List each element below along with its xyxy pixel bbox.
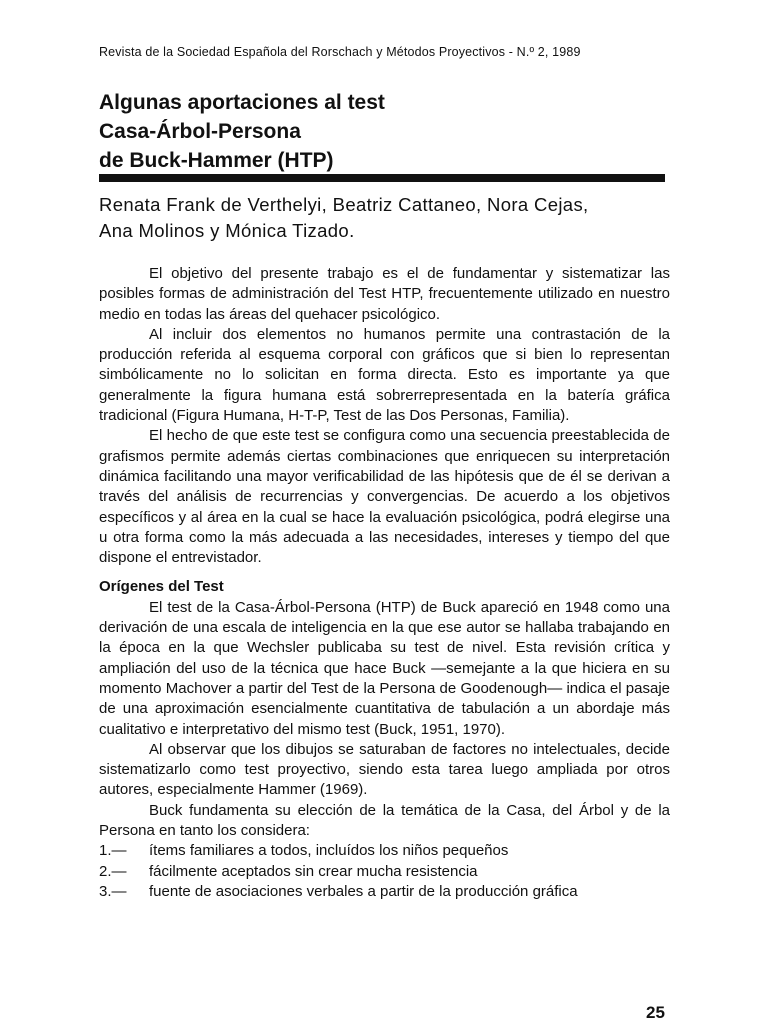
list-number: 3.— bbox=[99, 882, 127, 900]
body-paragraph: El test de la Casa-Árbol-Persona (HTP) de Buck apareció en 1948 como una derivación de una escala de inteligencia en la que ese autor se hallaba trabajando en la época en la que Wechsler publicaba su test de nivel. Esta revisión crítica y ampliación del uso de la técnica que hace Buck —semejante a la que hiciera en su momento Machover a partir del Test de la Persona de Goodenough— indica el pasaje de una aproximación esencialmente cuantitativa de tabulación a un abordaje más cualitativo e interpretativo del mismo test (Buck, 1951, 1970). bbox=[99, 598, 670, 738]
title-rule bbox=[99, 174, 665, 182]
author-line: Renata Frank de Verthelyi, Beatriz Cattaneo, Nora Cejas, bbox=[99, 194, 589, 215]
body-paragraph: Al incluir dos elementos no humanos permite una contrastación de la producción referida al esquema corporal con gráficos que si bien lo representan simbólicamente no lo solicitan en forma directa. Esto es importante ya que generalmente la figura humana está sobrerrepresentada en la batería gráfica tradicional (Figura Humana, H-T-P, Test de las Dos Personas, Familia). bbox=[99, 325, 670, 425]
journal-header: Revista de la Sociedad Española del Rorschach y Métodos Proyectivos - N.º 2, 1989 bbox=[99, 45, 581, 59]
list-text: ítems familiares a todos, incluídos los niños pequeños bbox=[149, 842, 509, 860]
list-number: 1.— bbox=[99, 842, 127, 860]
list-number: 2.— bbox=[99, 862, 127, 880]
title-line: Algunas aportaciones al test bbox=[99, 91, 385, 114]
author-list bbox=[99, 192, 669, 244]
list-item bbox=[99, 841, 670, 861]
title-line: Casa-Árbol-Persona bbox=[99, 120, 301, 143]
body-paragraph: Al observar que los dibujos se saturaban de factores no intelectuales, decide sistematizarlo como test proyectivo, siendo esta tarea luego ampliada por otros autores, especialmente Hammer (1969). bbox=[99, 740, 670, 799]
list-item bbox=[99, 882, 670, 902]
author-line: Ana Molinos y Mónica Tizado. bbox=[99, 220, 355, 241]
criteria-list bbox=[99, 841, 670, 902]
title-line: de Buck-Hammer (HTP) bbox=[99, 149, 334, 172]
section-heading: Orígenes del Test bbox=[99, 578, 224, 596]
body-paragraph: Buck fundamenta su elección de la temática de la Casa, del Árbol y de la Persona en tanto los considera: bbox=[99, 801, 670, 840]
page-number: 25 bbox=[646, 1003, 665, 1022]
list-text: fuente de asociaciones verbales a partir de la producción gráfica bbox=[149, 882, 578, 900]
list-text: fácilmente aceptados sin crear mucha resistencia bbox=[149, 862, 478, 880]
body-paragraph: El objetivo del presente trabajo es el de fundamentar y sistematizar las posibles formas de administración del Test HTP, frecuentemente utilizado en nuestro medio en todas las áreas del quehacer psicológico. bbox=[99, 265, 670, 323]
article-title bbox=[99, 88, 669, 175]
body-paragraph: El hecho de que este test se configura como una secuencia preestablecida de grafismos permite además ciertas combinaciones que enriquecen su interpretación dinámica facilitando una mayor verificabilidad de las hipótesis que de él se derivan a través del análisis de recurrencias y convergencias. De acuerdo a los objetivos específicos y al área en la cual se hace la evaluación psicológica, podrá elegirse una u otra forma como la más adecuada a las necesidades, intereses y tiempo del que dispone el entrevistador. bbox=[99, 427, 670, 567]
list-item bbox=[99, 862, 670, 882]
article-body bbox=[99, 264, 670, 902]
